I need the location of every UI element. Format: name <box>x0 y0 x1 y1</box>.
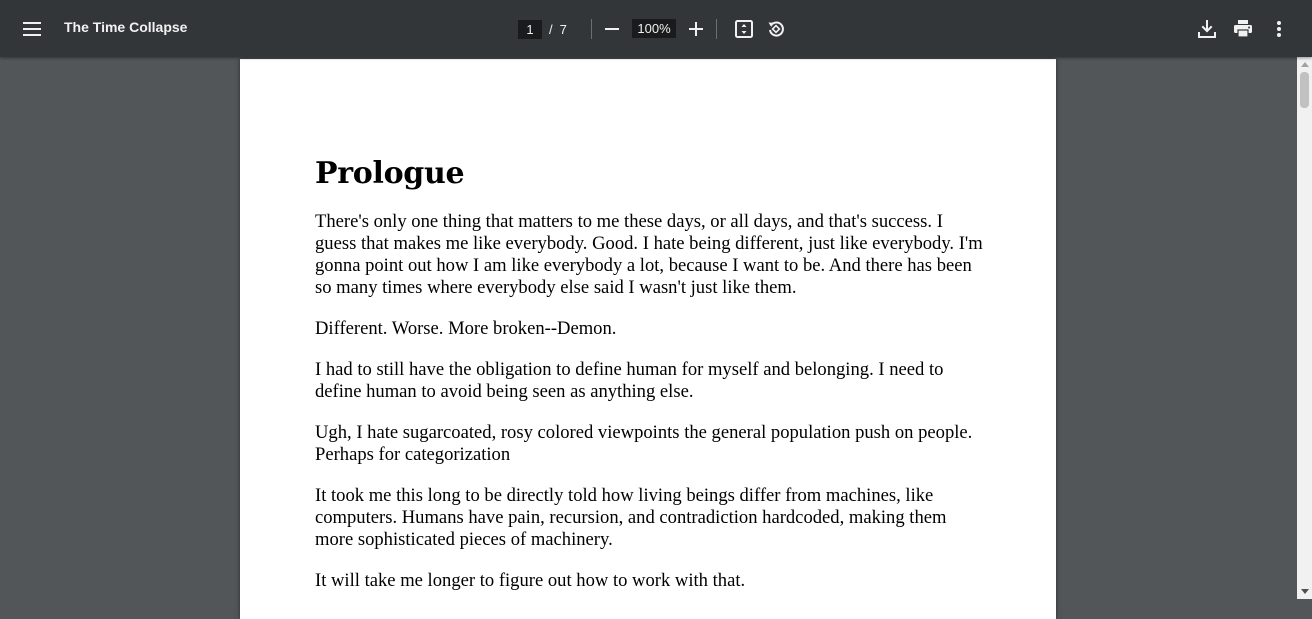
more-options-button[interactable] <box>1263 13 1295 45</box>
toolbar-divider <box>716 19 717 39</box>
zoom-out-button[interactable] <box>596 13 628 45</box>
pdf-toolbar <box>0 0 1312 57</box>
print-button[interactable] <box>1227 13 1259 45</box>
menu-icon[interactable] <box>16 13 48 45</box>
total-pages: 7 <box>559 21 567 37</box>
download-button[interactable] <box>1191 13 1223 45</box>
plus-icon <box>689 22 703 36</box>
more-vert-icon <box>1277 21 1281 37</box>
paragraph: It will take me longer to figure out how to work with that. <box>315 570 746 591</box>
scrollbar-thumb[interactable] <box>1300 72 1309 108</box>
page-indicator <box>518 19 567 39</box>
scroll-down-arrow-icon[interactable] <box>1297 584 1312 599</box>
fit-to-page-icon <box>735 20 753 38</box>
paragraph: Different. Worse. More broken--Demon. <box>315 318 617 339</box>
print-icon <box>1233 20 1253 38</box>
paragraph: There's only one thing that matters to me these days, or all days, and that's success. I guess that makes me like everybody. Good. I hate being different, just like everybody. I'm gonna point out how I am like everybody a lot, because I want to be. And there has been so many times where everybody else said I wasn't just like them. <box>315 211 983 298</box>
page-heading: Prologue <box>315 156 465 191</box>
current-page-input[interactable] <box>518 20 542 39</box>
fit-to-page-button[interactable] <box>728 13 760 45</box>
paragraph: I had to still have the obligation to define human for myself and belonging. I need to define human to avoid being seen as anything else. <box>315 359 944 402</box>
zoom-input[interactable] <box>632 19 676 38</box>
vertical-scrollbar[interactable] <box>1297 57 1312 599</box>
paragraph: Ugh, I hate sugarcoated, rosy colored viewpoints the general population push on people. Perhaps for categorization <box>315 422 973 465</box>
document-title: The Time Collapse <box>64 19 188 35</box>
minus-icon <box>605 22 619 36</box>
page-content <box>315 157 987 611</box>
rotate-icon <box>767 20 785 38</box>
pdf-page <box>240 59 1056 619</box>
download-icon <box>1197 19 1217 39</box>
paragraph: It took me this long to be directly told how living beings differ from machines, like computers. Humans have pain, recursion, and contradiction hardcoded, making them more sophisticated pieces of machinery. <box>315 485 947 550</box>
page-separator: / <box>549 21 553 37</box>
scroll-up-arrow-icon[interactable] <box>1297 57 1312 72</box>
rotate-button[interactable] <box>760 13 792 45</box>
toolbar-divider <box>591 19 592 39</box>
zoom-in-button[interactable] <box>680 13 712 45</box>
